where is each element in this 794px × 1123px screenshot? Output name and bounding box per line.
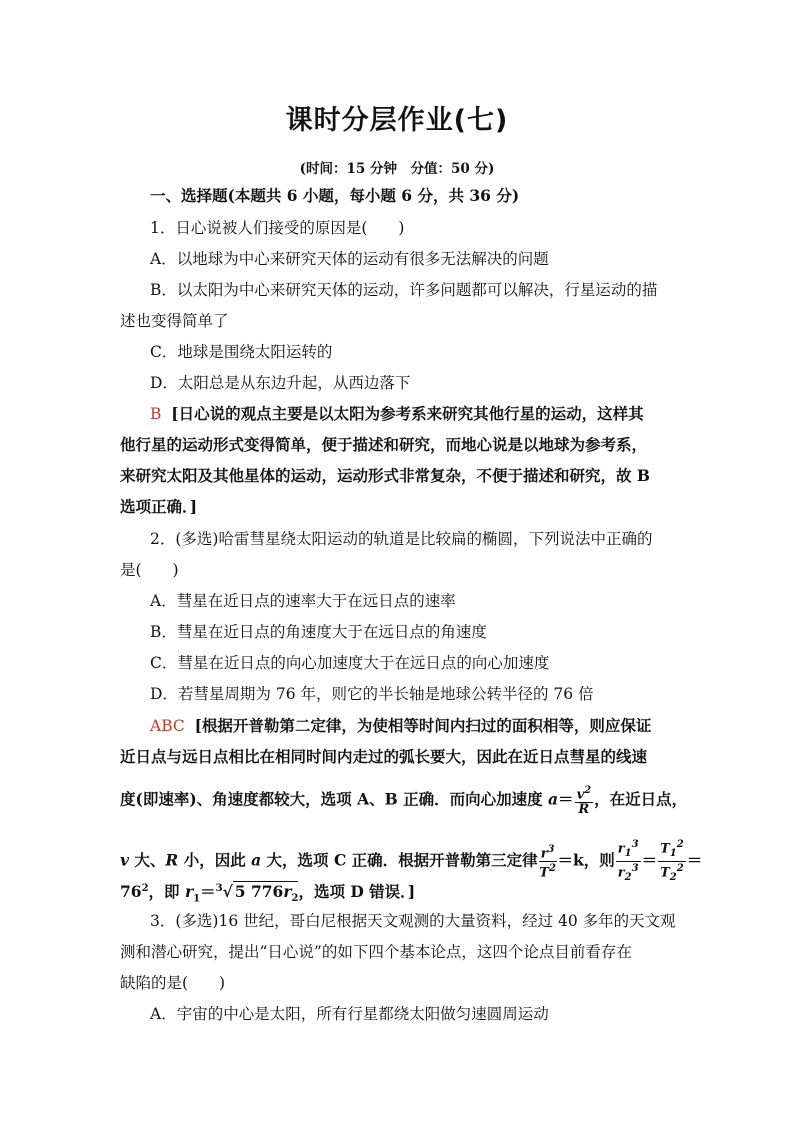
q1-explanation-line2: 他行星的运动形式变得简单，便于描述和研究，而地心说是以地球为参考系， xyxy=(120,435,648,454)
formula-r3-over-t2: $\frac{r^3}{T^2}$ xyxy=(539,843,556,881)
q2-stem: 2．(多选)哈雷彗星绕太阳运动的轨道是比较扁的椭圆，下列说法中正确的 xyxy=(150,530,653,548)
q1-option-d: D．太阳总是从东边升起，从西边落下 xyxy=(150,374,411,392)
q2-explanation-line2: 近日点与远日点相比在相同时间内走过的弧长要大，因此在近日点彗星的线速 xyxy=(120,747,648,766)
q1-explanation: B [日心说的观点主要是以太阳为参考系来研究其他行星的运动，这样其 xyxy=(150,404,644,423)
q2-explanation: ABC [根据开普勒第二定律，为使相等时间内扫过的面积相等，则应保证 xyxy=(150,716,652,735)
q2-explanation-line5: $76^2$，即 $r_1=^3√$ 5 $776r_2$，选项 D 错误．] xyxy=(120,882,416,905)
section-heading: 一、选择题(本题共 6 小题，每小题 6 分，共 36 分) xyxy=(150,186,520,205)
q3-stem-cont2: 缺陷的是( ) xyxy=(120,974,226,992)
q3-option-a: A．宇宙的中心是太阳，所有行星都绕太阳做匀速圆周运动 xyxy=(150,1005,549,1023)
q1-explanation-line3: 来研究太阳及其他星体的运动，运动形式非常复杂，不便于描述和研究，故 B xyxy=(120,466,650,485)
q2-explanation-line3: 度(即速率)、角速度都较大，选项 A、B 正确．而向心加速度 a＝ $\frac{v^2}{R}$ ，在近日点， xyxy=(120,785,688,818)
formula-v2-over-r: $\frac{v^2}{R}$ xyxy=(576,785,592,818)
q1-option-a: A．以地球为中心来研究天体的运动有很多无法解决的问题 xyxy=(150,250,549,268)
q1-option-b: B．以太阳为中心来研究天体的运动，许多问题都可以解决，行星运动的描 xyxy=(150,281,658,299)
q1-option-c: C．地球是围绕太阳运转的 xyxy=(150,343,333,361)
q1-answer: B xyxy=(150,405,162,423)
q2-explanation-line4: v 大、R 小，因此 a 大，选项 C 正确．根据开普勒第三定律 $\frac{r^3}{T^2}$ ＝k，则 $\frac{r_1^3}{r_2^3}$ ＝ $\frac{T_1^2}{T_2^2}$ ＝ xyxy=(120,839,703,883)
formula-t-ratio: $\frac{T_1^2}{T_2^2}$ xyxy=(660,839,684,883)
q2-option-b: B．彗星在近日点的角速度大于在远日点的角速度 xyxy=(150,623,487,641)
q2-option-a: A．彗星在近日点的速率大于在远日点的速率 xyxy=(150,592,456,610)
q1-stem: 1．日心说被人们接受的原因是( ) xyxy=(150,219,405,237)
q1-explanation-line4: 选项正确．] xyxy=(120,497,198,516)
q2-stem-cont: 是( ) xyxy=(120,561,179,579)
q2-answer: ABC xyxy=(150,717,185,735)
q2-option-d: D．若彗星周期为 76 年，则它的半长轴是地球公转半径的 76 倍 xyxy=(150,685,594,703)
formula-r-ratio: $\frac{r_1^3}{r_2^3}$ xyxy=(617,839,639,883)
page-title: 课时分层作业(七) xyxy=(285,105,509,136)
q2-option-c: C．彗星在近日点的向心加速度大于在远日点的向心加速度 xyxy=(150,654,550,672)
q1-option-b-cont: 述也变得简单了 xyxy=(120,312,229,330)
q3-stem-cont: 测和潜心研究，提出“日心说”的如下四个基本论点，这四个论点目前看存在 xyxy=(120,943,632,961)
time-score-info: (时间：15 分钟 分值：50 分) xyxy=(299,161,495,177)
q3-stem: 3．(多选)16 世纪，哥白尼根据天文观测的大量资料，经过 40 多年的天文观 xyxy=(150,912,676,930)
